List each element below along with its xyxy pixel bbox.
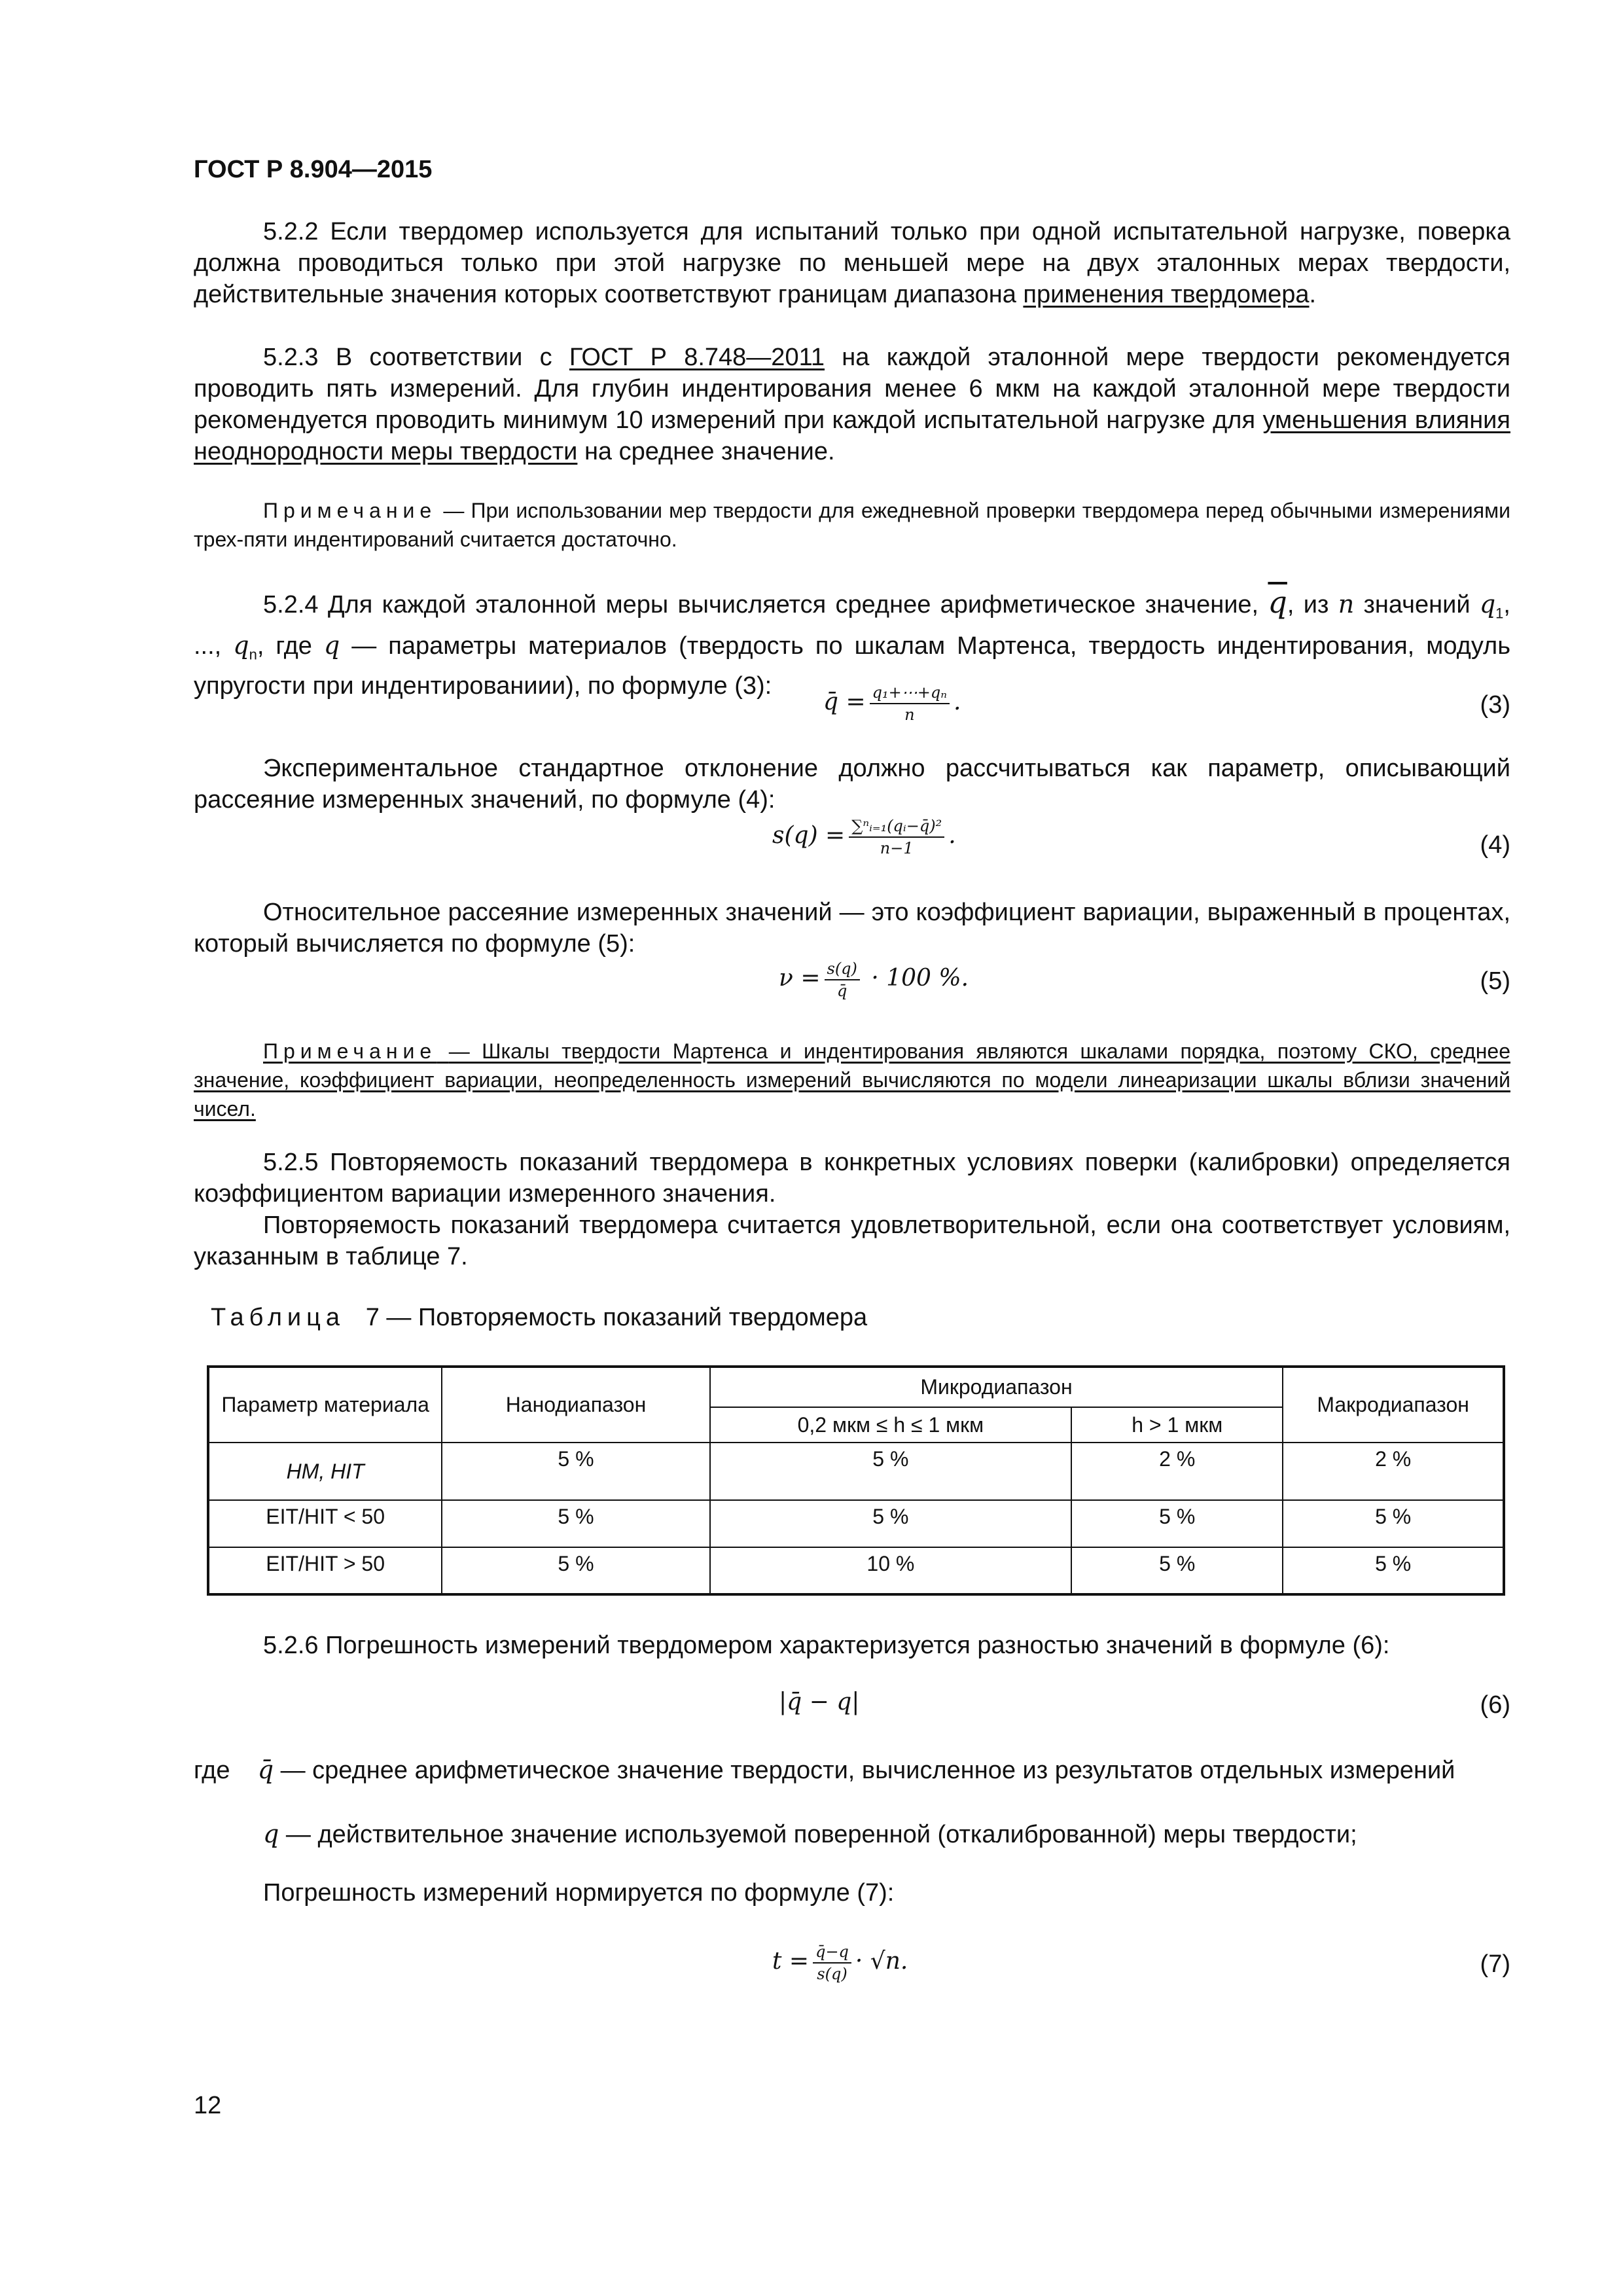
subscript: 1 [1495,605,1504,622]
equation-number-7: (7) [1480,1950,1510,1978]
equation-number-5: (5) [1480,967,1510,995]
note-label: Примечание [263,499,437,522]
paragraph-5-2-5-b [194,1210,1510,1272]
paragraph-text: Относительное рассеяние измеренных значений — это коэффициент вариации, выраженный в процентах, который вычисляется по формуле (5): [194,899,1510,958]
table-header-row [208,1367,1504,1407]
definition-text: — действительное значение используемой поверенной (откалиброванной) меры твердости; [285,1821,1357,1848]
clause-text: значений [1363,591,1471,619]
underlined-phrase: применения твердомера [1023,281,1310,308]
formula-7 [772,1943,908,1983]
fraction-denominator: q̄ [837,982,847,1000]
paragraph-text: Погрешность измерений нормируется по формуле (7): [263,1879,895,1907]
clause-text: на каждой эталонной мере твердости рекомендуется проводить пять измерений. Для глубин индентирования менее 6 мкм на каждой эталонной мере твердости рекомендуется проводить минимум 10 измерений при каждой испытательной нагрузке для [194,344,1510,434]
table-7 [207,1365,1505,1596]
fraction [825,960,860,1000]
fraction-denominator: s(q) [817,1965,847,1983]
formula-lhs: s(q) = [772,822,846,849]
formula-tail: · √n. [855,1948,908,1975]
cell-nano: 5 % [442,1547,709,1594]
formula-lhs: t = [772,1948,810,1975]
symbol-q1: q [1479,590,1496,619]
table-label: Таблица [211,1304,345,1331]
clause-text: Повторяемость показаний твердомера в конкретных условиях поверки (калибровки) определяется коэффициентом вариации измеренного значения. [194,1149,1511,1208]
page-number: 12 [194,2092,222,2119]
table-row [208,1547,1504,1594]
clause-text: Если твердомер используется для испытаний только при одной испытательной нагрузке, поверка должна проводиться только при этой нагрузке по меньшей мере на двух эталонных мерах твердости, действительные значения которых соответствуют границам диапазона [194,218,1511,308]
symbol-qn: q [233,630,249,660]
paragraph-coefficient-variation [194,897,1510,960]
clause-text: В соответствии с [335,344,569,371]
where-definition-2 [263,1818,1357,1850]
paragraph-5-2-2 [194,216,1510,310]
header-micro: Микродиапазон [710,1367,1283,1407]
table-caption [211,1304,867,1332]
equation-number-4: (4) [1480,831,1510,859]
formula-tail: . [953,689,961,715]
underlined-phrase: уменьшения влияния неоднородности меры твердости [194,406,1510,465]
clause-text: Повторяемость показаний твердомера считается удовлетворительной, если она соответствует условиям, указанным в таблице 7. [194,1211,1510,1270]
cell-micro-b: 5 % [1071,1547,1283,1594]
formula-6: |q̄ − q| [779,1689,860,1715]
paragraph-standard-deviation [194,753,1510,816]
definition-text: — среднее арифметическое значение твердости, вычисленное из результатов отдельных измерений [280,1757,1455,1784]
fraction-numerator: s(q) [825,960,860,980]
cell-micro-a: 5 % [710,1500,1071,1547]
fraction [870,683,950,724]
note-2 [194,1037,1510,1123]
clause-text: на среднее значение. [577,438,835,465]
table-row [208,1443,1504,1500]
header-micro-a [710,1407,1071,1443]
where-word: где [194,1757,230,1784]
clause-text: , из [1287,591,1329,619]
document-header: ГОСТ Р 8.904—2015 [194,156,433,183]
cell-micro-b: 5 % [1071,1500,1283,1547]
subscript: n [249,646,257,663]
clause-number: 5.2.4 [263,591,319,619]
clause-text: Погрешность измерений твердомером характеризуется разностью значений в формуле (6): [325,1632,1390,1659]
clause-text: , ..., [194,591,1510,660]
cell-param: EIT/HIT > 50 [208,1547,442,1594]
clause-number: 5.2.6 [263,1632,319,1659]
header-nano: Нанодиапазон [442,1367,709,1443]
formula-tail: . [948,822,956,849]
note-label: Примечание [263,1039,437,1063]
formula-tail: · 100 %. [871,965,969,992]
paragraph-5-2-3 [194,342,1510,467]
equation-number-3: (3) [1480,691,1510,719]
cell-macro: 5 % [1283,1547,1504,1594]
standard-reference-link[interactable]: ГОСТ Р 8.748—2011 [569,344,825,371]
table-title: 7 — Повторяемость показаний твердомера [365,1304,868,1331]
clause-number: 5.2.2 [263,218,319,245]
formula-lhs: q̄ = [823,689,866,715]
paragraph-text: Экспериментальное стандартное отклонение должно рассчитываться как параметр, описывающий рассеяние измеренных значений, по формуле (4): [194,755,1510,814]
clause-text: , где [257,632,312,660]
note-text: — При использовании мер твердости для ежедневной проверки твердомера перед обычными измерениями трех-пяти индентирований считается достаточно. [194,499,1511,551]
symbol-q-bar: q̄ [257,1755,274,1784]
symbol-q-bar: $\overline{q}$ [1268,584,1287,620]
fraction-numerator: ∑ⁿᵢ₌₁(qᵢ−q̄)² [849,817,944,838]
cell-micro-a: 10 % [710,1547,1071,1594]
fraction [849,817,944,857]
clause-text: Для каждой эталонной меры вычисляется среднее арифметическое значение, [327,591,1259,619]
formula-3 [823,683,961,724]
cell-param: EIT/HIT < 50 [208,1500,442,1547]
header-param: Параметр материала [208,1367,442,1443]
fraction [813,1943,851,1983]
clause-number: 5.2.3 [263,344,319,371]
symbol-n: n [1338,590,1355,619]
fraction-numerator: q̄−q [813,1943,851,1964]
clause-end: . [1309,281,1317,308]
header-macro: Макродиапазон [1283,1367,1504,1443]
formula-5 [779,960,969,1000]
fraction-denominator: n [904,706,915,724]
cell-param: HM, HIT [208,1443,442,1500]
header-text: h > 1 мкм [1132,1412,1223,1437]
cell-macro: 2 % [1283,1443,1504,1500]
paragraph-5-2-5 [194,1147,1510,1210]
formula-4 [772,817,956,857]
header-text: 0,2 мкм ≤ h ≤ 1 мкм [797,1412,984,1437]
paragraph-norm [194,1877,1510,1909]
paragraph-5-2-6 [194,1630,1510,1661]
symbol-q: q [263,1820,279,1848]
note-1 [194,496,1510,554]
cell-nano: 5 % [442,1500,709,1547]
cell-micro-b: 2 % [1071,1443,1283,1500]
equation-number-6: (6) [1480,1691,1510,1719]
formula-lhs: ν = [779,965,821,992]
clause-text: — параметры материалов (твердость по шкалам Мартенса, твердость индентирования, модуль упругости при индентированиии), по формуле (3): [194,632,1510,700]
fraction-denominator: n−1 [880,839,914,857]
symbol-q: q [323,630,340,660]
table-row [208,1500,1504,1547]
note-text: — Шкалы твердости Мартенса и индентирования являются шкалами порядка, поэтому СКО, среднее значение, коэффициент вариации, неопределенность измерений вычисляются по модели линеаризации шкалы вблизи значений чисел. [194,1039,1511,1121]
clause-number: 5.2.5 [263,1149,319,1176]
cell-nano: 5 % [442,1443,709,1500]
where-definition-1 [194,1754,1510,1786]
cell-macro: 5 % [1283,1500,1504,1547]
cell-micro-a: 5 % [710,1443,1071,1500]
header-micro-b [1071,1407,1283,1443]
fraction-numerator: q₁+⋯+qₙ [870,683,950,704]
